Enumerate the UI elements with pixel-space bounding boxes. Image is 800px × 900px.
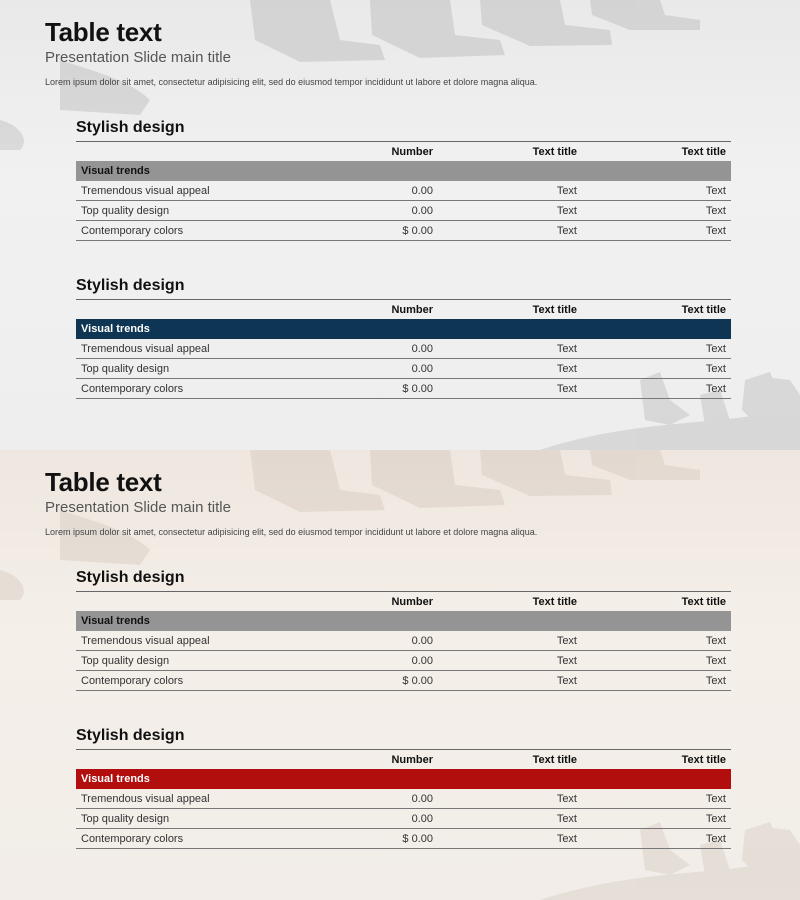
row-label: Tremendous visual appeal — [76, 339, 316, 359]
cell-text: Text — [582, 379, 731, 399]
table-row — [76, 221, 731, 241]
table-row — [76, 359, 731, 379]
data-table — [76, 299, 731, 399]
cell-text: Text — [582, 671, 731, 691]
table-heading: Stylish design — [76, 277, 185, 294]
column-header: Number — [391, 753, 433, 766]
column-header: Text title — [532, 595, 577, 608]
cell-text: Text — [438, 631, 582, 651]
column-header: Number — [391, 595, 433, 608]
group-row — [76, 611, 731, 631]
table-heading: Stylish design — [76, 727, 185, 744]
row-label: Tremendous visual appeal — [76, 789, 316, 809]
table-block-2 — [76, 723, 731, 849]
group-label: Visual trends — [76, 769, 731, 789]
row-label: Top quality design — [76, 359, 316, 379]
slide-subtitle: Presentation Slide main title — [45, 499, 231, 516]
row-label: Contemporary colors — [76, 829, 316, 849]
table-row — [76, 651, 731, 671]
table-row — [76, 201, 731, 221]
cell-number: $ 0.00 — [316, 379, 438, 399]
data-table — [76, 591, 731, 691]
cell-text: Text — [582, 789, 731, 809]
table-block-2 — [76, 273, 731, 399]
column-header: Text title — [681, 303, 726, 316]
column-header: Text title — [532, 753, 577, 766]
cell-number: $ 0.00 — [316, 829, 438, 849]
group-label: Visual trends — [76, 611, 731, 631]
cell-number: 0.00 — [316, 809, 438, 829]
table-row — [76, 829, 731, 849]
cell-text: Text — [582, 181, 731, 201]
cell-number: 0.00 — [316, 201, 438, 221]
group-label: Visual trends — [76, 161, 731, 181]
column-header: Number — [391, 303, 433, 316]
column-header: Text title — [681, 145, 726, 158]
table-row — [76, 789, 731, 809]
slide-content — [0, 450, 800, 900]
row-label: Contemporary colors — [76, 379, 316, 399]
cell-number: 0.00 — [316, 631, 438, 651]
table-header-row — [76, 750, 731, 770]
row-label: Contemporary colors — [76, 671, 316, 691]
slide-title: Table text — [45, 17, 162, 47]
cell-text: Text — [582, 829, 731, 849]
column-header: Text title — [532, 145, 577, 158]
row-label: Top quality design — [76, 651, 316, 671]
cell-number: 0.00 — [316, 651, 438, 671]
column-header: Text title — [532, 303, 577, 316]
row-label: Tremendous visual appeal — [76, 181, 316, 201]
column-header: Number — [391, 145, 433, 158]
cell-text: Text — [438, 651, 582, 671]
slide-2 — [0, 450, 800, 900]
table-header-row — [76, 592, 731, 612]
cell-text: Text — [582, 339, 731, 359]
cell-text: Text — [438, 201, 582, 221]
column-header — [76, 592, 316, 612]
table-row — [76, 809, 731, 829]
data-table — [76, 749, 731, 849]
table-row — [76, 339, 731, 359]
cell-text: Text — [438, 809, 582, 829]
row-label: Top quality design — [76, 201, 316, 221]
slide-body-text: Lorem ipsum dolor sit amet, consectetur adipisicing elit, sed do eiusmod tempor incididunt ut labore et dolore magna aliqua. — [45, 77, 538, 87]
cell-text: Text — [438, 671, 582, 691]
column-header — [76, 750, 316, 770]
column-header: Text title — [681, 753, 726, 766]
group-row — [76, 161, 731, 181]
table-row — [76, 671, 731, 691]
cell-text: Text — [582, 221, 731, 241]
group-row — [76, 319, 731, 339]
table-row — [76, 181, 731, 201]
row-label: Top quality design — [76, 809, 316, 829]
cell-text: Text — [438, 339, 582, 359]
cell-text: Text — [438, 789, 582, 809]
table-header-row — [76, 300, 731, 320]
cell-number: 0.00 — [316, 359, 438, 379]
cell-text: Text — [582, 359, 731, 379]
cell-number: 0.00 — [316, 339, 438, 359]
table-header-row — [76, 142, 731, 162]
cell-text: Text — [438, 181, 582, 201]
slide-subtitle: Presentation Slide main title — [45, 49, 231, 66]
group-label: Visual trends — [76, 319, 731, 339]
row-label: Tremendous visual appeal — [76, 631, 316, 651]
column-header — [76, 300, 316, 320]
cell-number: $ 0.00 — [316, 671, 438, 691]
cell-text: Text — [582, 201, 731, 221]
row-label: Contemporary colors — [76, 221, 316, 241]
cell-number: $ 0.00 — [316, 221, 438, 241]
cell-number: 0.00 — [316, 789, 438, 809]
column-header: Text title — [681, 595, 726, 608]
group-row — [76, 769, 731, 789]
table-row — [76, 631, 731, 651]
table-heading: Stylish design — [76, 569, 185, 586]
slide-body-text: Lorem ipsum dolor sit amet, consectetur adipisicing elit, sed do eiusmod tempor incididunt ut labore et dolore magna aliqua. — [45, 527, 538, 537]
cell-text: Text — [438, 221, 582, 241]
data-table — [76, 141, 731, 241]
cell-text: Text — [438, 829, 582, 849]
cell-text: Text — [438, 379, 582, 399]
cell-number: 0.00 — [316, 181, 438, 201]
cell-text: Text — [582, 631, 731, 651]
cell-text: Text — [582, 809, 731, 829]
table-heading: Stylish design — [76, 119, 185, 136]
column-header — [76, 142, 316, 162]
slide-title: Table text — [45, 467, 162, 497]
table-block-1 — [76, 565, 731, 691]
cell-text: Text — [438, 359, 582, 379]
table-block-1 — [76, 115, 731, 241]
cell-text: Text — [582, 651, 731, 671]
table-row — [76, 379, 731, 399]
